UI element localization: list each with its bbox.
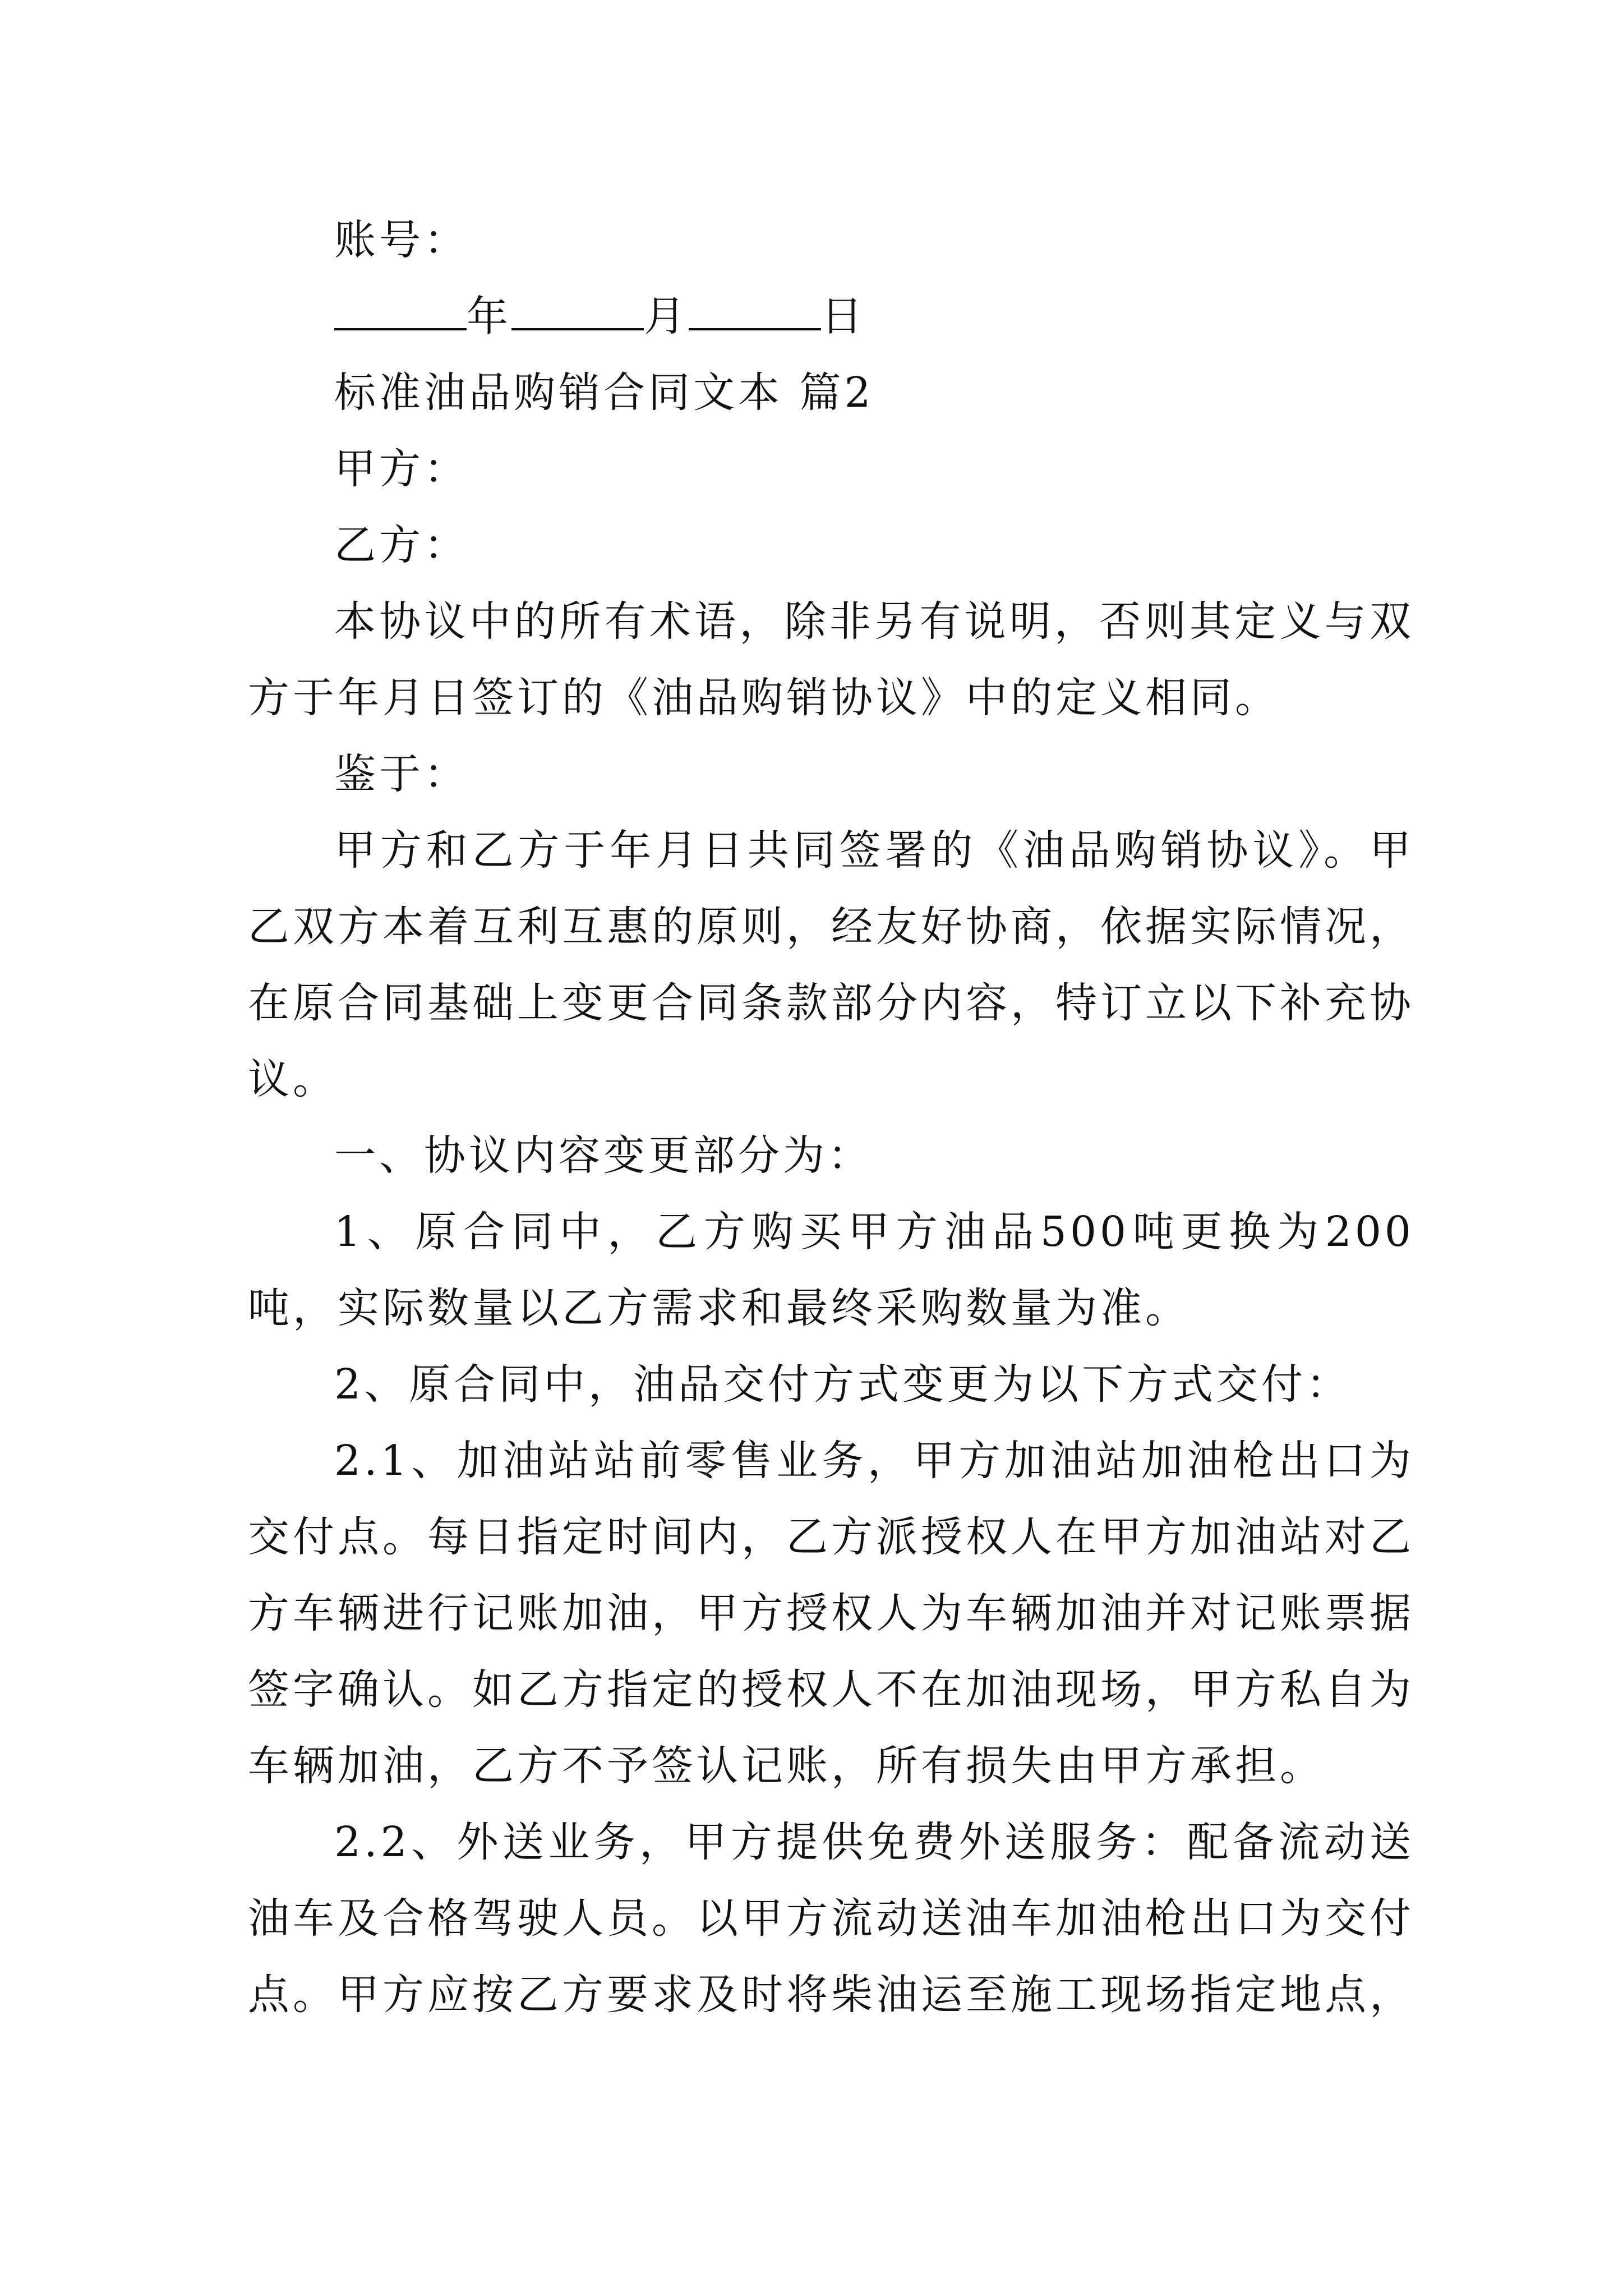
party-b-label: 乙方： xyxy=(334,521,469,569)
account-label: 账号： xyxy=(334,216,469,264)
year-label: 年 xyxy=(467,292,511,341)
section-title: 标准油品购销合同文本 篇2 xyxy=(334,369,874,417)
party-a-label: 甲方： xyxy=(334,445,469,493)
month-label: 月 xyxy=(644,292,689,341)
paragraph-background: 甲方和乙方于年月日共同签署的《油品购销协议》。甲乙双方本着互利互惠的原则，经友好协商，依据实际情况，在原合同基础上变更合同条款部分内容，特订立以下补充协议。 xyxy=(248,826,1414,1103)
paragraph-clause-2-1: 2.1、加油站站前零售业务，甲方加油站加油枪出口为交付点。每日指定时间内，乙方派授权人在甲方加油站对乙方车辆进行记账加油，甲方授权人为车辆加油并对记账票据签字确认。如乙方指定的授权人不在加油现场，甲方私自为车辆加油，乙方不予签认记账，所有损失由甲方承担。 xyxy=(248,1437,1414,1790)
paragraph-clause-2-2: 2.2、外送业务，甲方提供免费外送服务：配备流动送油车及合格驾驶人员。以甲方流动送油车加油枪出口为交付点。甲方应按乙方要求及时将柴油运至施工现场指定地点， xyxy=(248,1818,1414,2019)
month-blank xyxy=(511,293,644,330)
paragraph-clause-2: 2、原合同中，油品交付方式变更为以下方式交付： xyxy=(334,1360,1352,1409)
date-line xyxy=(248,278,1414,355)
document-body xyxy=(248,202,1414,2033)
paragraph-whereas: 鉴于： xyxy=(334,750,469,798)
paragraph-terms: 本协议中的所有术语，除非另有说明，否则其定义与双方于年月日签订的《油品购销协议》中的定义相同。 xyxy=(248,597,1414,722)
year-blank xyxy=(334,293,467,330)
paragraph-clause-1: 1、原合同中，乙方购买甲方油品500吨更换为200吨，实际数量以乙方需求和最终采购数量为准。 xyxy=(248,1208,1414,1332)
day-label: 日 xyxy=(821,292,866,341)
day-blank xyxy=(689,293,821,330)
paragraph-changes-heading: 一、协议内容变更部分为： xyxy=(334,1131,873,1180)
